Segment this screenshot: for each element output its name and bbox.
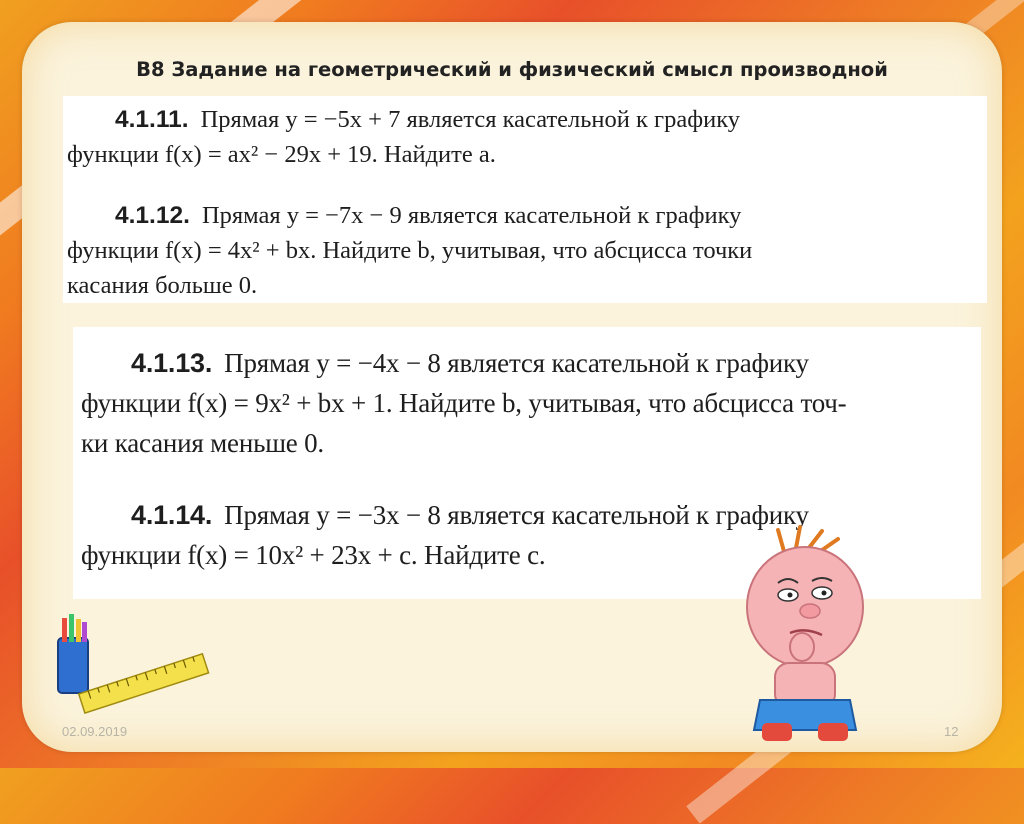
problem-text: функции f(x) = ax² − 29x + 19. Найдите a. [67, 141, 496, 168]
slide-date: 02.09.2019 [62, 724, 128, 739]
pencil-cup-ruler-icon [40, 610, 220, 720]
problem-4-1-13 [81, 343, 981, 463]
slide-page-number: 12 [944, 724, 959, 739]
problem-text: Прямая y = −4x − 8 является касательной к графику [224, 348, 809, 378]
problem-number: 4.1.13. [131, 348, 213, 378]
problem-text: Прямая y = −3x − 8 является касательной к графику [224, 500, 809, 530]
problem-4-1-12 [67, 198, 967, 303]
problem-number: 4.1.12. [115, 202, 190, 229]
problem-text: Прямая y = −5x + 7 является касательной к графику [200, 106, 741, 133]
problem-text: функции f(x) = 4x² + bx. Найдите b, учитывая, что абсцисса точки [67, 237, 753, 264]
slide-title: В8 Задание на геометрический и физический смысл производной [136, 58, 888, 81]
problem-text: функции f(x) = 10x² + 23x + c. Найдите c. [81, 540, 546, 570]
problem-4-1-11 [67, 102, 967, 172]
thinking-boy-icon [730, 525, 880, 750]
problem-text: касания больше 0. [67, 272, 258, 299]
problem-text: ки касания меньше 0. [81, 428, 324, 458]
problem-number: 4.1.14. [131, 500, 213, 530]
problem-text: функции f(x) = 9x² + bx + 1. Найдите b, учитывая, что абсцисса точ- [81, 388, 847, 418]
problem-number: 4.1.11. [115, 106, 189, 133]
problem-box-top [63, 96, 987, 303]
problem-text: Прямая y = −7x − 9 является касательной к графику [201, 202, 742, 229]
